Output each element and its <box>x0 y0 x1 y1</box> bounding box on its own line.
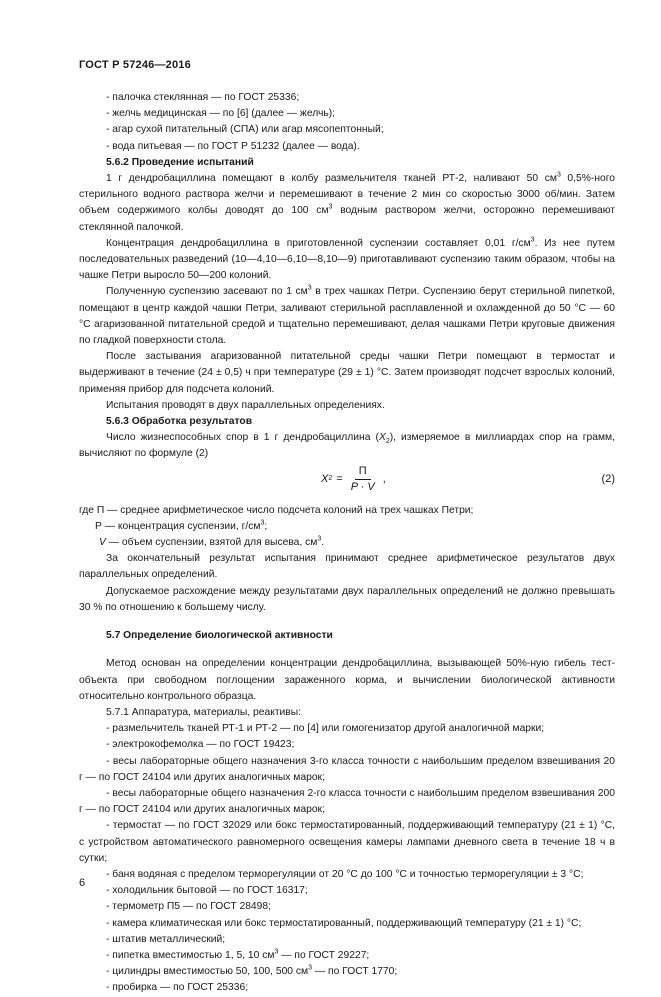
formula-equals: = <box>336 473 343 486</box>
page-number: 6 <box>79 877 86 889</box>
list-item: - палочка стеклянная — по ГОСТ 25336; <box>106 92 300 103</box>
paragraph: Метод основан на определении концентрации дендробациллина, вызывающей 50%-ную гибель тест-объекта при свободном поглощении зараженного корма, и вычислении биологической активности относительно контрольного образца. <box>79 658 615 702</box>
formula-lhs: X <box>321 473 329 486</box>
paragraph: Допускаемое расхождение между результатами двух параллельных определений не должно превышать 30 % по отношению к большему числу. <box>79 585 615 613</box>
list-item: - камера климатическая или бокс термостатированный, поддерживающий температуру (21 ± 1) °С; <box>106 917 582 929</box>
where-line: V — объем суспензии, взятой для высева, $см^3$. <box>99 535 325 549</box>
formula-2: X 2 = $\frac{П}{P \cdot V}$ , (2) <box>321 464 615 493</box>
paragraph: 1 г дендробациллина помещают в колбу размельчителя тканей РТ-2, наливают 50 $см^3$ 0,5%-ного стерильного водного раствора желчи и перемешивают в течение 2 мин со скоростью 3000 об/мин. Затем объем содержимого колбы доводят до 100 $см^3$ водным раствором желчи, осторожно перемешивают стеклянной палочкой. <box>79 171 615 233</box>
list-item: - баня водяная с пределом терморегуляции от 20 °С до 100 °С и точностью терморегуляции ± 3 °С; <box>106 868 584 880</box>
paragraph: Концентрация дендробациллина в приготовленной суспензии составляет 0,01 $г/см^3$. Из нее путем последовательных разведений (10—4,10—6,10—8,10—9) приготавливают суспензию таким образом, чтобы на чашке Петри выросло 50—200 колоний. <box>79 236 615 282</box>
list-item: - весы лабораторные общего назначения 3-го класса точности с наибольшим пределом взвешивания 20 г — по ГОСТ 24104 или других аналогичных марок; <box>79 755 615 783</box>
subsection-heading-5-7-1: 5.7.1 Аппаратура, материалы, реактивы: <box>106 706 302 718</box>
list-item: - вода питьевая — по ГОСТ Р 51232 (далее — вода). <box>106 140 360 152</box>
list-item: - весы лабораторные общего назначения 2-го класса точности с наибольшим пределом взвешивания 200 г — по ГОСТ 24104 или других аналогичных марок; <box>79 787 615 816</box>
section-heading-5-7: 5.7 Определение биологической активности <box>106 630 333 642</box>
list-item: - пробирка — по ГОСТ 25336; <box>106 982 249 994</box>
paragraph: Полученную суспензию засевают по 1 $см^3$ в трех чашках Петри. Суспензию берут стерильной пипеткой, помещают в центр каждой чашки Петри, заливают стерильной расплавленной и охлажденной до 50 °С — 60 °С агаризованной питательной средой и тщательно перемешивают, делая чашками Петри круговые движения по гладкой поверхности стола. <box>79 285 615 347</box>
list-item: - штатив металлический; <box>106 933 226 945</box>
list-item: - размельчитель тканей РТ-1 и РТ-2 — по [4] или гомогенизатор другой аналогичной марки; <box>106 723 545 735</box>
formula-denominator: P · V <box>350 480 375 493</box>
paragraph: После застывания агаризованной питательной среды чашки Петри помещают в термостат и выдерживают в течение (24 ± 0,5) ч при температуре (29 ± 1) °С. Затем производят подсчет взрослых колоний, применяя прибор для подсчета колоний. <box>79 351 615 395</box>
list-item: - термостат — по ГОСТ 32029 или бокс термостатированный, поддерживающий температуру (21 ± 1) °С, с устройством автоматического равномерного освещения камеры лампами дневного света в течение 18 ч в сутки; <box>79 820 615 864</box>
list-item: - термометр П5 — по ГОСТ 28498; <box>106 901 271 913</box>
page-header-title: ГОСТ Р 57246—2016 <box>79 59 191 71</box>
paragraph: Испытания проводят в двух параллельных определениях. <box>106 399 385 411</box>
list-item: - холодильник бытовой — по ГОСТ 16317; <box>106 885 308 897</box>
list-item: - электрокофемолка — по ГОСТ 19423; <box>106 739 295 751</box>
paragraph: Число жизнеспособных спор в 1 г дендробациллина $(X_2)$, измеряемое в миллиардах спор на грамм, вычисляют по формуле (2) <box>79 432 615 460</box>
document-body <box>79 90 615 997</box>
where-line: где П — среднее арифметическое число подсчета колоний на трех чашках Петри; <box>79 504 474 516</box>
formula-fraction <box>347 465 379 494</box>
section-heading-5-6-2: 5.6.2 Проведение испытаний <box>106 156 254 168</box>
paragraph: За окончательный результат испытания принимают среднее арифметическое результатов двух параллельных определений. <box>79 553 615 581</box>
where-line: Р — концентрация суспензии, $г/см^3$; <box>95 519 268 532</box>
formula-number: (2) <box>601 472 615 485</box>
list-item: - агар сухой питательный (СПА) или агар мясопептонный; <box>106 124 384 136</box>
list-item: - желчь медицинская — по [6] (далее — желчь); <box>106 108 335 120</box>
section-heading-5-6-3: 5.6.3 Обработка результатов <box>106 416 253 428</box>
list-item: - цилиндры вместимостью 50, 100, 500 $см^3$ — по ГОСТ 1770; <box>106 964 398 978</box>
list-item: - пипетка вместимостью 1, 5, 10 $см^3$ — по ГОСТ 29227; <box>106 948 370 961</box>
formula-numerator: П <box>355 465 371 480</box>
